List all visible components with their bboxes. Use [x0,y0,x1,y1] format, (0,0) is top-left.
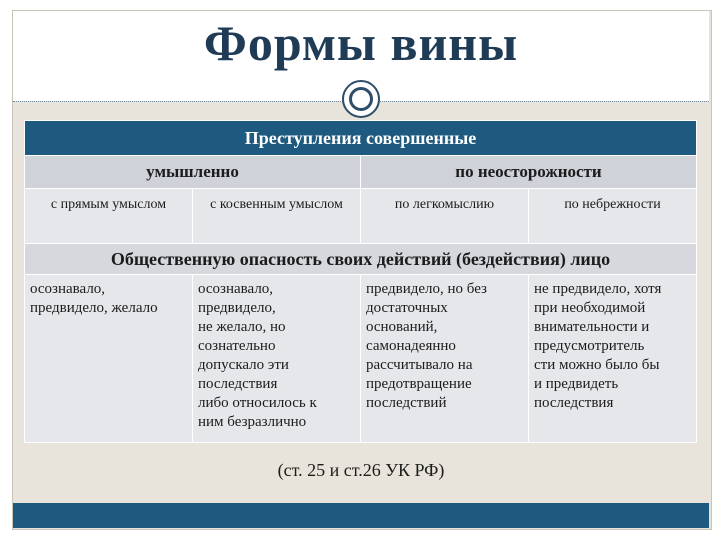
span-row [25,244,697,275]
double-circle-icon [342,80,380,118]
kind-row [25,156,697,189]
law-reference: (ст. 25 и ст.26 УК РФ) [277,460,445,480]
kind-negligent: по неосторожности [361,156,697,189]
guilt-forms-table [24,120,697,443]
kind-intentional: умышленно [25,156,361,189]
description-row [25,275,697,443]
subtype-recklessness: по легкомыслию [361,189,529,244]
description-negligence: не предвидело, хотя при необходимой внимательности и предусмотритель сти можно было бы и предвидеть последствия [529,275,697,443]
bottom-bar [13,503,709,528]
description-direct-intent: осознавало, предвидело, желало [25,275,193,443]
subtype-indirect-intent: с косвенным умыслом [193,189,361,244]
subtype-row [25,189,697,244]
double-circle-inner [349,87,373,111]
subtype-direct-intent: с прямым умыслом [25,189,193,244]
description-recklessness: предвидело, но без достаточных оснований, самонадеянно рассчитывало на предотвращение последствий [361,275,529,443]
table-header-row [25,121,697,156]
slide-title: Формы вины [203,15,519,71]
table-header: Преступления совершенные [25,121,697,156]
subtype-negligence: по небрежности [529,189,697,244]
public-danger-row: Общественную опасность своих действий (бездействия) лицо [25,244,697,275]
description-indirect-intent: осознавало, предвидело, не желало, но сознательно допускало эти последствия либо относилось к ним безразлично [193,275,361,443]
